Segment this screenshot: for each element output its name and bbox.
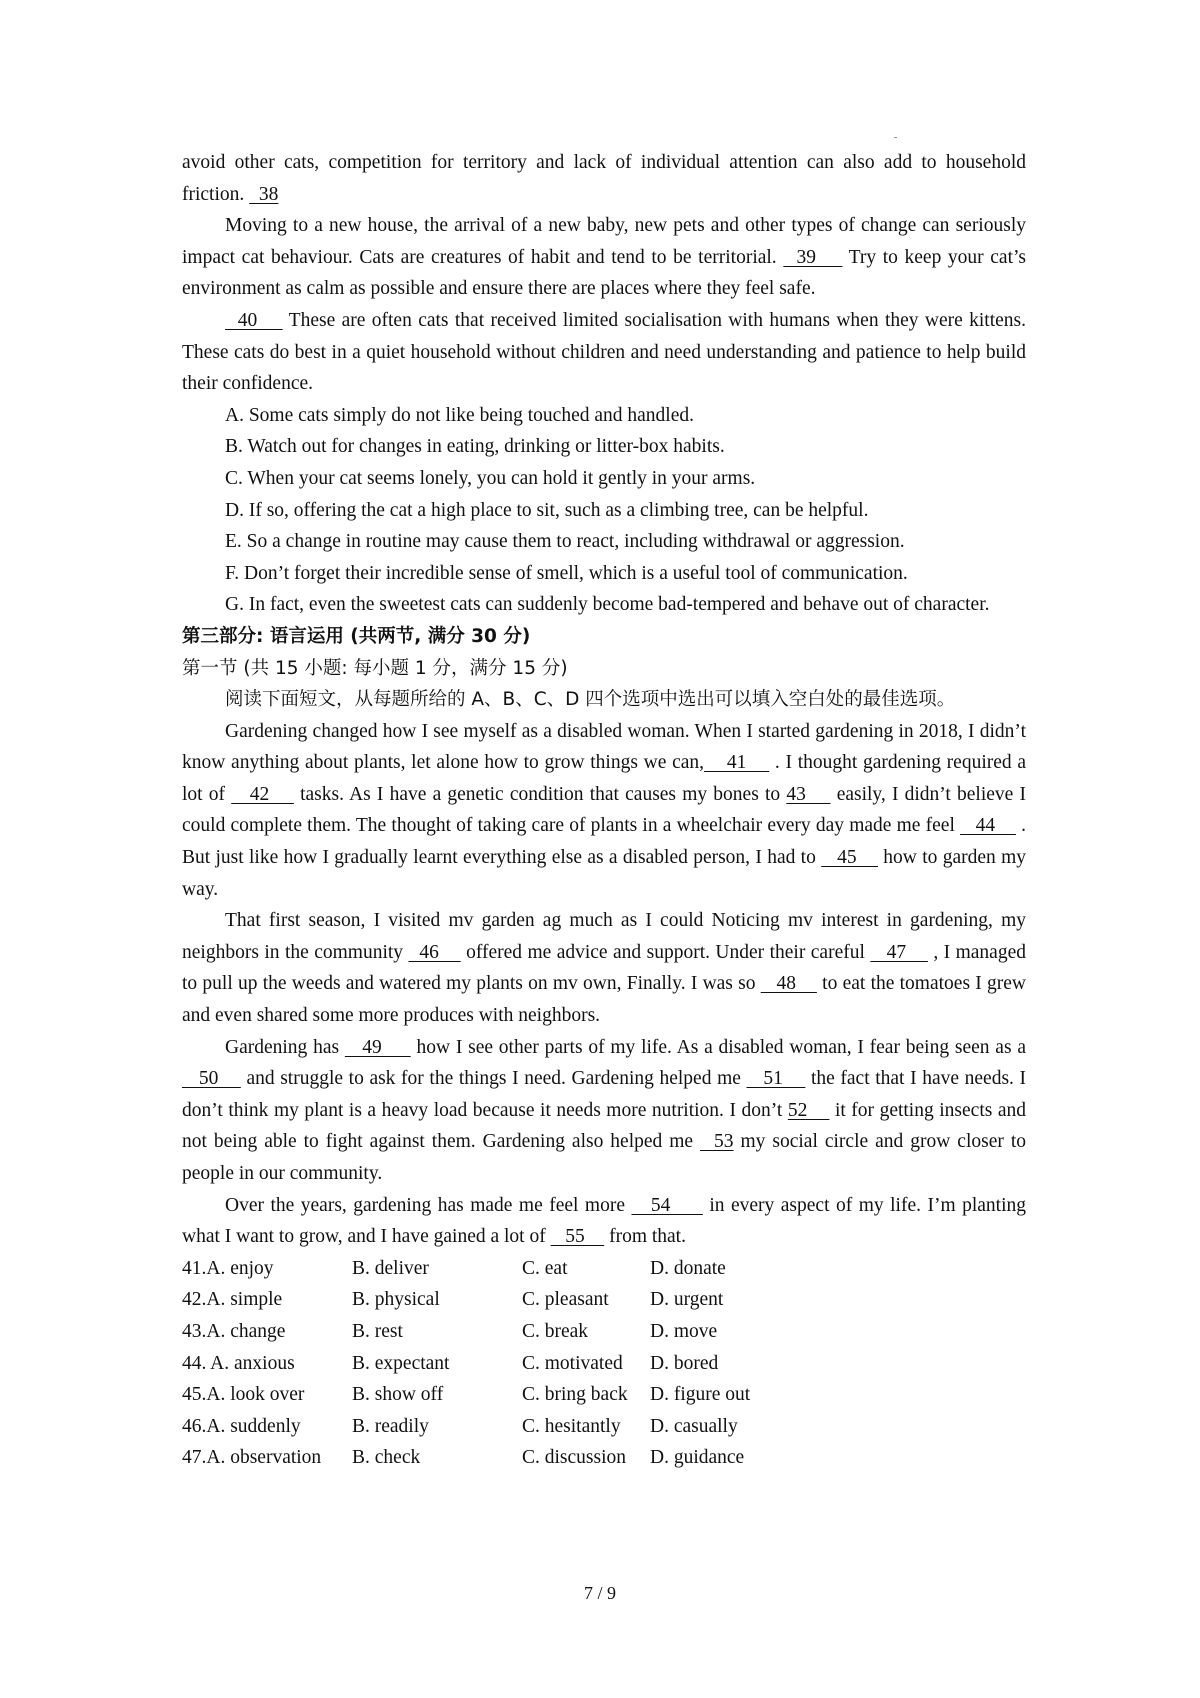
passage-paragraph-3: 40 These are often cats that received limited socialisation with humans when they were kittens. These cats do best in a quiet household without children and need understanding and patience to help build their confidence. — [182, 309, 1027, 395]
blank-44: 44 — [960, 815, 1016, 837]
mcq-option: 44. A. anxious — [182, 1352, 295, 1374]
option-b: B. Watch out for changes in eating, drinking or litter-box habits. — [225, 436, 725, 458]
passage-paragraph-1: avoid other cats, competition for territory and lack of individual attention can also add to household friction. 38 — [182, 152, 1026, 205]
cloze-paragraph-4: Over the years, gardening has made me feel more 54 in every aspect of my life. I’m planting what I want to grow, and I have gained a lot of 55 from that. — [182, 1194, 1027, 1248]
mcq-row-47 — [182, 1442, 1026, 1474]
blank-39: 39 — [783, 246, 843, 268]
blank-46: 46 — [408, 941, 461, 963]
blank-48: 48 — [760, 973, 817, 995]
blank-55: 55 — [550, 1226, 605, 1248]
mcq-option: 41.A. enjoy — [182, 1257, 274, 1279]
cloze-paragraph-2: That first season, I visited mv garden ag much as I could Noticing mv interest in gardening, my neighbors in the community 46 offered me advice and support. Under their careful 47 , I managed to pull up the weeds and watered my plants on mv own, Finally. I was so 48 to eat the tomatoes I grew and even shared some more produces with neighbors. — [182, 910, 1026, 1027]
mcq-option: B. show off — [352, 1384, 444, 1406]
mcq-option: C. hesitantly — [522, 1415, 621, 1437]
mcq-row-46 — [182, 1411, 1026, 1443]
option-e: E. So a change in routine may cause them to react, including withdrawal or aggression. — [225, 531, 905, 553]
mcq-option: B. readily — [352, 1415, 429, 1437]
mcq-option: C. break — [522, 1320, 589, 1342]
section-subtitle: 第一节 (共 15 小题: 每小题 1 分，满分 15 分) — [182, 657, 568, 679]
mcq-row-44 — [182, 1348, 1026, 1380]
mcq-option: 46.A. suddenly — [182, 1415, 301, 1437]
option-g: G. In fact, even the sweetest cats can suddenly become bad-tempered and behave out of character. — [225, 594, 990, 616]
mcq-list — [182, 1253, 1026, 1474]
mcq-option: C. motivated — [522, 1352, 623, 1374]
blank-43: 43 — [786, 783, 831, 805]
mcq-option: D. figure out — [650, 1384, 751, 1406]
mcq-option: 45.A. look over — [182, 1384, 305, 1406]
blank-53: 53 — [700, 1131, 734, 1153]
mcq-option: 43.A. change — [182, 1320, 286, 1342]
blank-41: 41 — [704, 752, 770, 774]
mcq-option: D. move — [650, 1320, 718, 1342]
blank-38: 38 — [249, 183, 279, 205]
mcq-option: C. bring back — [522, 1384, 628, 1406]
mcq-option: B. rest — [352, 1320, 403, 1342]
mcq-option: D. bored — [650, 1352, 719, 1374]
blank-40: 40 — [225, 309, 283, 331]
cloze-paragraph-3: Gardening has 49 how I see other parts of my life. As a disabled woman, I fear being seen as a 50 and struggle to ask for the things I need. Gardening helped me 51 the fact that I have needs. I don’t think my plant is a heavy load because it needs more nutrition. I don’t 52 it for getting insects and not being able to fight against them. Gardening also helped me 53 my social circle and grow closer to people in our community. — [182, 1036, 1027, 1184]
mcq-option: B. expectant — [352, 1352, 450, 1374]
mcq-option: D. guidance — [650, 1447, 745, 1469]
mcq-option: B. check — [352, 1447, 421, 1469]
section-instruction: 阅读下面短文，从每题所给的 A、B、C、D 四个选项中选出可以填入空白处的最佳选项。 — [225, 689, 956, 711]
blank-51: 51 — [746, 1068, 806, 1090]
passage-paragraph-2: Moving to a new house, the arrival of a new baby, new pets and other types of change can seriously impact cat behaviour. Cats are creatures of habit and tend to be territorial. 39 Try to keep your cat’s environment as calm as possible and ensure there are places where they feel safe. — [182, 215, 1027, 300]
mcq-option: B. physical — [352, 1289, 440, 1311]
mcq-option: C. discussion — [522, 1447, 627, 1469]
mcq-row-45 — [182, 1379, 1026, 1411]
blank-50: 50 — [182, 1068, 241, 1090]
page-content — [182, 147, 1026, 1474]
scan-speck — [894, 137, 897, 138]
page-number: 7 / 9 — [583, 1583, 616, 1603]
blank-42: 42 — [231, 783, 294, 805]
option-d: D. If so, offering the cat a high place to sit, such as a climbing tree, can be helpful. — [225, 499, 869, 521]
option-c: C. When your cat seems lonely, you can hold it gently in your arms. — [225, 467, 756, 489]
cloze-paragraph-1: Gardening changed how I see myself as a disabled woman. When I started gardening in 2018, I didn’t know anything about plants, let alone how to grow things we can, 41 . I thought gardening required a lot of 42 tasks. As I have a genetic condition that causes my bones to 43 easily, I didn’t believe I could complete them. The thought of taking care of plants in a wheelchair every day made me feel 44 . But just like how I gradually learnt everything else as a disabled person, I had to 45 how to garden my way. — [182, 720, 1027, 900]
blank-49: 49 — [344, 1036, 411, 1058]
blank-47: 47 — [870, 941, 928, 963]
mcq-option: D. donate — [650, 1257, 726, 1279]
mcq-option: D. casually — [650, 1415, 738, 1437]
mcq-row-42 — [182, 1284, 1026, 1316]
mcq-option: 42.A. simple — [182, 1289, 283, 1311]
mcq-option: C. pleasant — [522, 1289, 609, 1311]
blank-52: 52 — [787, 1099, 830, 1121]
mcq-option: B. deliver — [352, 1257, 429, 1279]
mcq-option: 47.A. observation — [182, 1447, 322, 1469]
option-a: A. Some cats simply do not like being touched and handled. — [225, 404, 694, 426]
option-f: F. Don’t forget their incredible sense of smell, which is a useful tool of communication. — [225, 562, 908, 584]
options-list — [182, 400, 1026, 621]
blank-45: 45 — [821, 847, 878, 869]
mcq-option: C. eat — [522, 1257, 568, 1279]
mcq-option: D. urgent — [650, 1289, 724, 1311]
section-title: 第三部分: 语言运用 (共两节, 满分 30 分) — [182, 625, 531, 647]
mcq-row-41 — [182, 1253, 1026, 1285]
mcq-row-43 — [182, 1316, 1026, 1348]
blank-54: 54 — [631, 1194, 703, 1216]
